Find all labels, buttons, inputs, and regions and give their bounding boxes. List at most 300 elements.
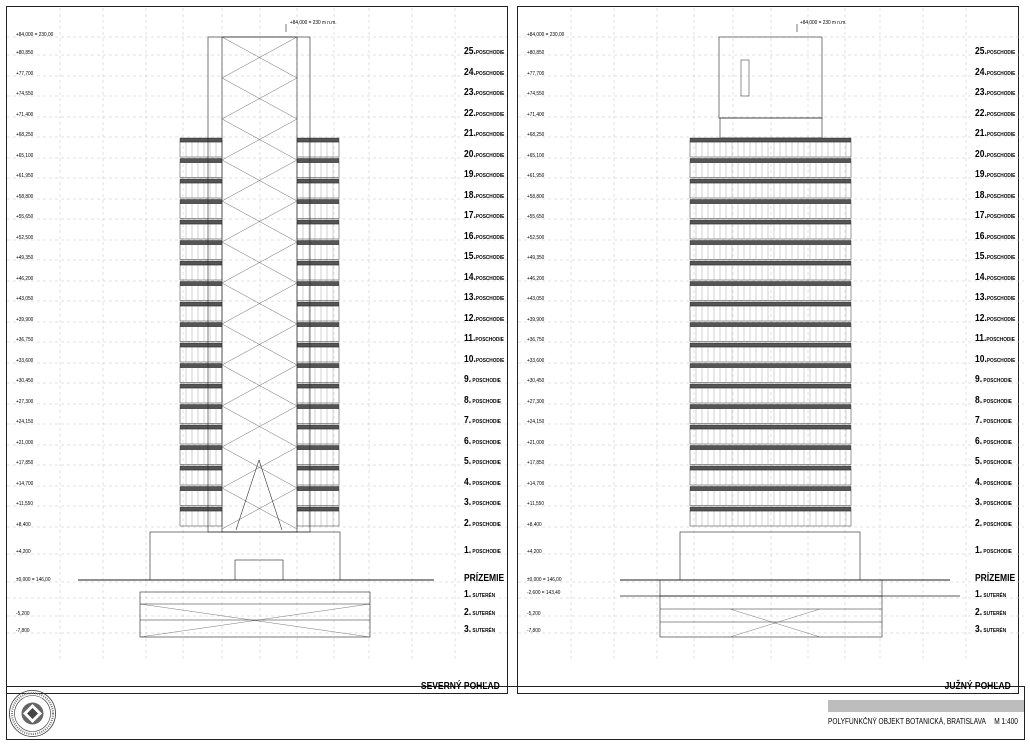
floor-name: POSCHODIE (475, 276, 505, 282)
window-band (297, 265, 339, 280)
floor-label (975, 149, 1015, 160)
elevation-level-label: +8,400 (16, 522, 31, 528)
floor-slab-band (180, 364, 222, 368)
elevation-level-label: +77,700 (16, 71, 34, 77)
elevation-level-label: +14,700 (527, 481, 545, 487)
left-top-level-label: +84,000 = 230 m n.m. (290, 20, 337, 26)
basement-outline (140, 592, 370, 637)
floor-label (975, 374, 1012, 385)
floor-label (975, 231, 1015, 242)
entrance (235, 560, 283, 580)
floor-name: POSCHODIE (475, 173, 505, 179)
floor-label (464, 231, 504, 242)
window-band (690, 286, 851, 301)
floor-label (975, 67, 1015, 78)
window-band (690, 450, 851, 465)
floor-label (975, 333, 1015, 344)
elevation-level-label: +84,000 = 230,00 (16, 32, 54, 38)
floor-name: POSCHODIE (475, 255, 505, 261)
floor-label (464, 169, 504, 180)
floor-slab-band (180, 302, 222, 306)
window-band (180, 368, 222, 383)
floor-name: POSCHODIE (986, 194, 1016, 200)
window-band (180, 429, 222, 444)
floor-number: 2. (464, 518, 472, 529)
floor-slab-band (297, 405, 339, 409)
floor-slab-band (180, 241, 222, 245)
floor-slab-band (180, 384, 222, 388)
window-band (180, 265, 222, 280)
floor-name: POSCHODIE (475, 214, 505, 220)
floor-number: 1. (464, 589, 472, 600)
floor-slab-band (180, 323, 222, 327)
window-band (297, 327, 339, 342)
elevation-level-label: +4,200 (527, 549, 542, 555)
floor-number: 10. (464, 354, 476, 365)
window-band (297, 224, 339, 239)
window-band (690, 470, 851, 485)
floor-number: 2. (975, 607, 983, 618)
floor-slab-band (690, 241, 851, 245)
elevation-level-label: +33,600 (16, 358, 34, 364)
floor-name: POSCHODIE (986, 337, 1015, 343)
window-band (297, 491, 339, 506)
window-band (297, 204, 339, 219)
floor-name: PRÍZEMIE (464, 573, 505, 584)
elevation-level-label: +24,150 (16, 419, 34, 425)
floor-label (975, 456, 1012, 467)
floor-slab-band (690, 487, 851, 491)
floor-slab-band (690, 364, 851, 368)
floor-slab-band (690, 323, 851, 327)
floor-slab-band (180, 220, 222, 224)
window-band (297, 306, 339, 321)
floor-label (464, 477, 501, 488)
floor-slab-band (690, 446, 851, 450)
floor-label (464, 190, 504, 201)
floor-name: POSCHODIE (986, 296, 1016, 302)
floor-name: SUTERÉN (982, 593, 1007, 599)
floor-name: POSCHODIE (982, 419, 1012, 425)
floor-slab-band (690, 138, 851, 142)
floor-label (464, 436, 501, 447)
window-band (180, 306, 222, 321)
floor-number: 21. (975, 128, 987, 139)
floor-number: 22. (464, 108, 476, 119)
floor-slab-band (297, 487, 339, 491)
floor-slab-band (690, 220, 851, 224)
elevation-level-label: +58,800 (16, 194, 34, 200)
floor-number: 17. (464, 210, 476, 221)
right-top-level-label: +84,000 = 230 m n.m. (800, 20, 847, 26)
floor-slab-band (297, 343, 339, 347)
floor-name: POSCHODIE (475, 91, 505, 97)
elevation-level-label: +52,500 (16, 235, 34, 241)
window-band (690, 409, 851, 424)
floor-name: POSCHODIE (475, 71, 505, 77)
floor-number: 10. (975, 354, 987, 365)
window-band (180, 511, 222, 526)
floor-slab-band (180, 425, 222, 429)
floor-slab-band (690, 507, 851, 511)
window-band (690, 511, 851, 526)
elevation-level-label: +55,650 (527, 214, 545, 220)
floor-label (975, 108, 1015, 119)
floor-label (464, 210, 504, 221)
floor-slab-band (180, 282, 222, 286)
floor-number: 18. (975, 190, 987, 201)
floor-slab-band (297, 179, 339, 183)
floor-label (975, 415, 1012, 426)
floor-number: 20. (464, 149, 476, 160)
floor-number: 8. (975, 395, 983, 406)
floor-number: 2. (975, 518, 983, 529)
floor-label (975, 272, 1015, 283)
window-band (180, 347, 222, 362)
window-band (180, 183, 222, 198)
floor-name: POSCHODIE (986, 235, 1016, 241)
floor-label (975, 624, 1006, 635)
floor-name: POSCHODIE (986, 153, 1016, 159)
floor-number: 16. (464, 231, 476, 242)
rooftop-element (741, 60, 749, 96)
elevation-level-label: +49,350 (16, 255, 34, 261)
floor-name: SUTERÉN (471, 611, 496, 617)
floor-slab-band (690, 261, 851, 265)
window-band (690, 245, 851, 260)
floor-slab-band (690, 425, 851, 429)
floor-number: 15. (975, 251, 987, 262)
floor-label (464, 415, 501, 426)
floor-label (464, 87, 504, 98)
elevation-level-label: +27,300 (527, 399, 545, 405)
floor-number: 13. (464, 292, 476, 303)
window-band (180, 163, 222, 178)
window-band (180, 409, 222, 424)
floor-name: POSCHODIE (982, 460, 1012, 466)
floor-label (464, 67, 504, 78)
floor-slab-band (180, 261, 222, 265)
floor-number: 14. (464, 272, 476, 283)
floor-name: SUTERÉN (982, 611, 1007, 617)
floor-slab-band (180, 343, 222, 347)
floor-name: POSCHODIE (986, 317, 1016, 323)
podium (680, 532, 860, 580)
floor-label (464, 354, 504, 365)
elevation-level-label: +80,850 (16, 50, 34, 56)
floor-label (464, 607, 495, 618)
elevation-level-label: +65,100 (527, 153, 545, 159)
floor-label (464, 545, 501, 556)
floor-number: 15. (464, 251, 476, 262)
floor-slab-band (297, 159, 339, 163)
floor-slab-band (180, 446, 222, 450)
floor-number: 3. (464, 497, 472, 508)
floor-number: 25. (975, 46, 987, 57)
window-band (180, 245, 222, 260)
floor-number: 12. (464, 313, 476, 324)
ground-floor-plinth (660, 580, 882, 596)
tower-core-inner (222, 37, 297, 532)
right-extra-level-label: -2,600 = 143,40 (527, 590, 561, 596)
elevation-level-label: +68,250 (16, 132, 34, 138)
floor-name: POSCHODIE (471, 481, 501, 487)
floor-number: 14. (975, 272, 987, 283)
elevation-level-label: +77,700 (527, 71, 545, 77)
floor-slab-band (690, 179, 851, 183)
floor-name: POSCHODIE (982, 399, 1012, 405)
window-band (690, 491, 851, 506)
window-band (690, 327, 851, 342)
floor-name: POSCHODIE (986, 71, 1016, 77)
floor-name: POSCHODIE (471, 378, 501, 384)
floor-label (975, 497, 1012, 508)
floor-name: POSCHODIE (986, 173, 1016, 179)
floor-label (464, 374, 501, 385)
floor-label (975, 169, 1015, 180)
floor-label (975, 292, 1015, 303)
window-band (180, 224, 222, 239)
floor-name: POSCHODIE (982, 522, 1012, 528)
floor-name: POSCHODIE (986, 276, 1016, 282)
floor-slab-band (690, 302, 851, 306)
elevation-level-label: +4,200 (16, 549, 31, 555)
floor-number: 5. (975, 456, 983, 467)
floor-number: 1. (464, 545, 472, 556)
floor-label (975, 589, 1006, 600)
floor-label (975, 436, 1012, 447)
floor-number: 11. (975, 333, 987, 344)
elevation-level-label: -7,800 (527, 628, 541, 634)
elevation-level-label: +36,750 (527, 337, 545, 343)
floor-number: 19. (975, 169, 987, 180)
floor-label (464, 108, 504, 119)
window-band (690, 368, 851, 383)
floor-slab-band (690, 159, 851, 163)
window-band (180, 327, 222, 342)
floor-name: POSCHODIE (986, 255, 1016, 261)
floor-label (464, 128, 504, 139)
elevation-level-label: +61,950 (527, 173, 545, 179)
floor-label (464, 589, 495, 600)
floor-number: 19. (464, 169, 476, 180)
floor-name: POSCHODIE (986, 50, 1016, 56)
floor-number: 16. (975, 231, 987, 242)
floor-name: POSCHODIE (982, 481, 1012, 487)
floor-name: POSCHODIE (986, 112, 1016, 118)
floor-label (464, 573, 504, 584)
floor-number: 24. (464, 67, 476, 78)
floor-number: 22. (975, 108, 987, 119)
floor-number: 17. (975, 210, 987, 221)
north-view-title: SEVERNÝ POHĽAD (421, 681, 500, 692)
window-band (297, 470, 339, 485)
floor-name: POSCHODIE (982, 501, 1012, 507)
floor-slab-band (297, 323, 339, 327)
window-band (690, 142, 851, 157)
elevation-level-label: ±0,000 = 146,00 (16, 577, 51, 583)
elevation-level-label: +74,550 (527, 91, 545, 97)
floor-label (975, 128, 1015, 139)
floor-label (975, 354, 1015, 365)
floor-slab-band (297, 241, 339, 245)
elevation-level-label: -5,200 (527, 611, 541, 617)
floor-number: 21. (464, 128, 476, 139)
floor-number: 20. (975, 149, 987, 160)
floor-slab-band (180, 159, 222, 163)
elevation-level-label: +21,000 (527, 440, 545, 446)
floor-number: 11. (464, 333, 476, 344)
floor-name: POSCHODIE (986, 214, 1016, 220)
elevation-level-label: +11,550 (527, 501, 544, 507)
drawing-scale: M 1:400 (994, 717, 1018, 726)
floor-label (464, 149, 504, 160)
floor-slab-band (297, 261, 339, 265)
floor-slab-band (297, 425, 339, 429)
floor-number: 5. (464, 456, 472, 467)
elevation-level-label: +80,850 (527, 50, 545, 56)
elevation-level-label: +84,000 = 230,00 (527, 32, 565, 38)
floor-label (464, 624, 495, 635)
floor-slab-band (297, 302, 339, 306)
elevation-level-label: +74,550 (16, 91, 34, 97)
floor-number: 9. (464, 374, 472, 385)
elevation-level-label: +21,000 (16, 440, 34, 446)
floor-slab-band (690, 282, 851, 286)
entrance-brace (259, 460, 282, 530)
window-band (297, 409, 339, 424)
elevation-level-label: +24,150 (527, 419, 545, 425)
elevation-level-label: +49,350 (527, 255, 545, 261)
floor-label (464, 272, 504, 283)
floor-name: POSCHODIE (471, 460, 501, 466)
floor-label (464, 518, 501, 529)
entrance-brace (236, 460, 259, 530)
elevation-level-label: -7,800 (16, 628, 30, 634)
floor-label (975, 395, 1012, 406)
window-band (297, 511, 339, 526)
elevation-level-label: +39,900 (16, 317, 34, 323)
window-band (690, 224, 851, 239)
floor-label (975, 190, 1015, 201)
floor-number: 4. (975, 477, 983, 488)
floor-name: POSCHODIE (475, 112, 505, 118)
floor-slab-band (180, 138, 222, 142)
floor-slab-band (297, 507, 339, 511)
floor-label (975, 477, 1012, 488)
floor-label (464, 292, 504, 303)
elevation-level-label: +55,650 (16, 214, 34, 220)
floor-name: POSCHODIE (475, 317, 505, 323)
floor-label (975, 545, 1012, 556)
floor-name: POSCHODIE (982, 549, 1012, 555)
elevation-level-label: +43,050 (16, 296, 34, 302)
elevation-level-label: +30,450 (16, 378, 34, 384)
window-band (297, 347, 339, 362)
window-band (690, 265, 851, 280)
elevation-level-label: +58,800 (527, 194, 545, 200)
floor-slab-band (297, 220, 339, 224)
floor-slab-band (180, 507, 222, 511)
floor-name: SUTERÉN (471, 593, 496, 599)
floor-label (975, 251, 1015, 262)
floor-slab-band (297, 282, 339, 286)
window-band (180, 204, 222, 219)
floor-label (464, 497, 501, 508)
window-band (180, 491, 222, 506)
floor-number: 6. (975, 436, 983, 447)
floor-slab-band (180, 466, 222, 470)
floor-label (464, 313, 504, 324)
floor-label (464, 251, 504, 262)
floor-label (464, 395, 501, 406)
floor-number: 18. (464, 190, 476, 201)
window-band (297, 245, 339, 260)
floor-number: 1. (975, 545, 983, 556)
floor-label (975, 573, 1015, 584)
floor-number: 13. (975, 292, 987, 303)
floor-number: 2. (464, 607, 472, 618)
floor-slab-band (180, 487, 222, 491)
floor-name: POSCHODIE (475, 50, 505, 56)
window-band (297, 368, 339, 383)
floor-name: SUTERÉN (982, 628, 1007, 634)
window-band (690, 163, 851, 178)
elevation-level-label: +14,700 (16, 481, 34, 487)
floor-number: 23. (975, 87, 987, 98)
window-band (180, 286, 222, 301)
elevation-level-label: +39,900 (527, 317, 545, 323)
window-band (297, 450, 339, 465)
window-band (297, 286, 339, 301)
window-band (690, 204, 851, 219)
window-band (690, 429, 851, 444)
floor-name: POSCHODIE (475, 358, 505, 364)
floor-name: POSCHODIE (986, 132, 1016, 138)
elevation-level-label: +30,450 (527, 378, 545, 384)
floor-name: POSCHODIE (475, 194, 505, 200)
floor-name: POSCHODIE (471, 399, 501, 405)
window-band (690, 306, 851, 321)
elevation-level-label: +33,600 (527, 358, 545, 364)
floor-number: 23. (464, 87, 476, 98)
window-band (180, 388, 222, 403)
elevation-level-label: +71,400 (527, 112, 545, 118)
floor-label (464, 46, 504, 57)
floor-name: POSCHODIE (471, 419, 501, 425)
floor-name: POSCHODIE (475, 296, 505, 302)
window-band (180, 142, 222, 157)
elevation-level-label: +11,550 (16, 501, 33, 507)
floor-slab-band (297, 446, 339, 450)
elevation-level-label: +17,850 (527, 460, 545, 466)
floor-slab-band (297, 384, 339, 388)
window-band (690, 347, 851, 362)
floor-label (975, 46, 1015, 57)
floor-name: SUTERÉN (471, 628, 496, 634)
floor-label (464, 456, 501, 467)
floor-slab-band (297, 138, 339, 142)
floor-number: 12. (975, 313, 987, 324)
floor-name: POSCHODIE (475, 235, 505, 241)
elevation-level-label: -5,200 (16, 611, 30, 617)
floor-slab-band (690, 343, 851, 347)
floor-slab-band (690, 405, 851, 409)
floor-number: 9. (975, 374, 983, 385)
floor-name: POSCHODIE (982, 440, 1012, 446)
floor-name: POSCHODIE (471, 522, 501, 528)
floor-slab-band (297, 364, 339, 368)
